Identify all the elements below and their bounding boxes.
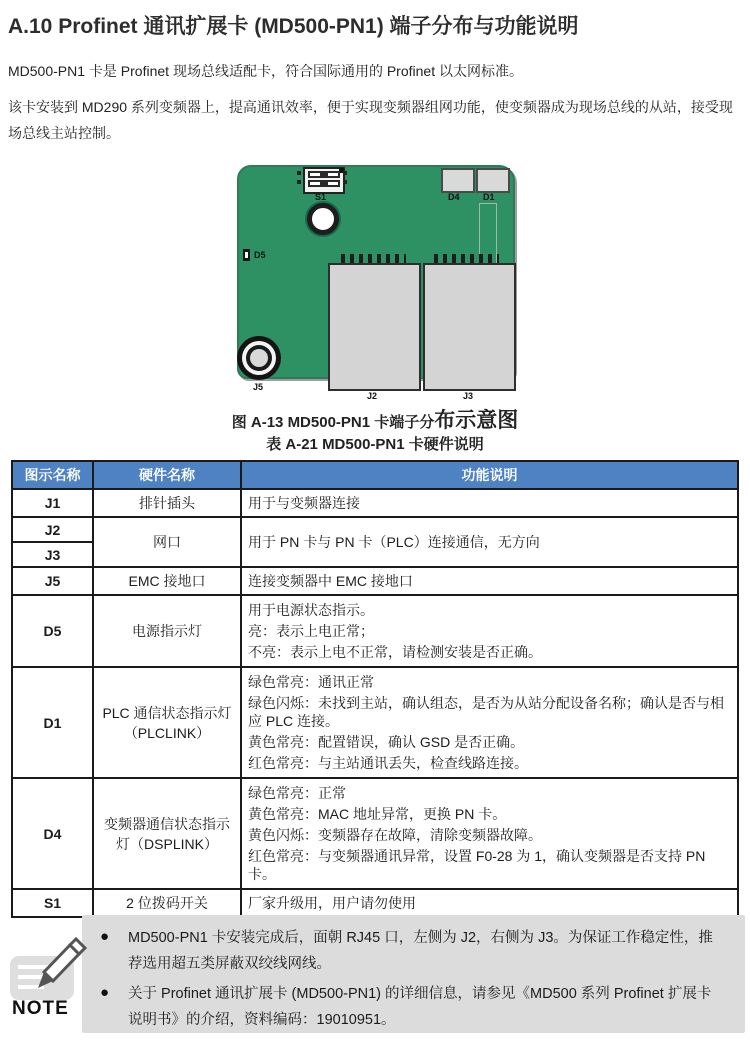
- note-text: MD500-PN1 卡安装完成后，面朝 RJ45 口，左侧为 J2，右侧为 J3。为保证工作稳定性，推荐选用超五类屏蔽双绞线网线。: [128, 930, 713, 972]
- label-s1: S1: [315, 192, 327, 202]
- dip-switch-pins-left: [297, 171, 301, 185]
- hw-line: 变频器通信状态指示: [104, 815, 230, 832]
- rj45-connector-j2: [328, 263, 421, 391]
- emc-ground-port-icon: [237, 336, 281, 380]
- note-item: [100, 981, 716, 1033]
- fn-line: 红色常亮：与主站通讯丢失，检查线路连接。: [248, 755, 528, 771]
- cell-hw: 2 位拨码开关: [93, 889, 241, 917]
- fn-line: 黄色常亮：配置错误，确认 GSD 是否正确。: [248, 734, 525, 750]
- led-d5-component: [243, 249, 250, 261]
- cell-id: D1: [12, 667, 93, 778]
- label-j2: J2: [367, 391, 378, 401]
- fn-line: 绿色常亮：正常: [248, 785, 346, 801]
- label-d4: D4: [448, 192, 460, 202]
- hw-line: 灯（DSPLINK）: [116, 835, 218, 852]
- led-d1-component: [476, 168, 510, 193]
- rj45-connector-j3: [423, 263, 516, 391]
- table-row: [12, 778, 738, 889]
- hw-line: （PLCLINK）: [123, 724, 211, 741]
- cell-id: D5: [12, 595, 93, 667]
- cell-id: J5: [12, 567, 93, 595]
- cell-hw: [93, 667, 241, 778]
- cell-id: J3: [12, 542, 93, 567]
- fn-line: 红色常亮：与变频器通讯异常，设置 F0-28 为 1，确认变频器是否支持 PN 卡。: [248, 848, 706, 882]
- figure-caption: [0, 404, 750, 434]
- label-d5: D5: [254, 250, 266, 260]
- hw-line: PLC 通信状态指示灯: [102, 704, 232, 721]
- col-header-hardware-name: 硬件名称: [93, 461, 241, 489]
- col-header-function: 功能说明: [241, 461, 738, 489]
- dip-switch-slot: [308, 180, 340, 187]
- bullet-icon: ●: [100, 984, 110, 1001]
- cell-hw: 网口: [93, 517, 241, 567]
- label-d1: D1: [483, 192, 495, 202]
- cell-id: J1: [12, 489, 93, 517]
- cell-fn: [241, 778, 738, 889]
- fn-line: 不亮：表示上电不正常，请检测安装是否正确。: [248, 644, 542, 660]
- fn-line: 用于电源状态指示。: [248, 602, 374, 618]
- cell-fn: 厂家升级用，用户请勿使用: [241, 889, 738, 917]
- fn-line: 黄色闪烁：变频器存在故障，清除变频器故障。: [248, 827, 542, 843]
- fn-line: 绿色常亮：通讯正常: [248, 674, 374, 690]
- note-text: 关于 Profinet 通讯扩展卡 (MD500-PN1) 的详细信息，请参见《MD500 系列 Profinet 扩展卡说明书》的介绍，资料编码：19010951。: [128, 986, 712, 1028]
- dip-switch-slot: [308, 171, 340, 178]
- table-row: [12, 667, 738, 778]
- pencil-icon: [28, 926, 90, 996]
- cell-fn: [241, 595, 738, 667]
- cell-hw: 电源指示灯: [93, 595, 241, 667]
- fn-line: 亮：表示上电正常；: [248, 623, 374, 639]
- connector-j3-pins: [434, 254, 499, 263]
- cell-fn: [241, 667, 738, 778]
- cell-hw: 排针插头: [93, 489, 241, 517]
- bullet-icon: ●: [100, 928, 110, 945]
- table-header-row: [12, 461, 738, 489]
- table-row: [12, 595, 738, 667]
- fn-line: 黄色常亮：MAC 地址异常，更换 PN 卡。: [248, 806, 507, 822]
- mounting-hole-icon: [307, 203, 339, 235]
- cell-id: S1: [12, 889, 93, 917]
- page-title: A.10 Profinet 通讯扩展卡 (MD500-PN1) 端子分布与功能说明: [8, 15, 579, 38]
- figure-caption-text-large: 布示意图: [434, 409, 519, 432]
- dip-switch-icon: [303, 167, 345, 194]
- dip-switch-pins-right: [343, 171, 347, 185]
- cell-id: J2: [12, 517, 93, 542]
- table-row: [12, 889, 738, 917]
- note-label: NOTE: [12, 998, 69, 1019]
- hardware-table: [11, 460, 739, 918]
- label-j5: J5: [253, 382, 264, 392]
- cell-fn: 连接变频器中 EMC 接地口: [241, 567, 738, 595]
- note-box: [82, 915, 745, 1033]
- cell-fn: 用于与变频器连接: [241, 489, 738, 517]
- intro-paragraph: MD500-PN1 卡是 Profinet 现场总线适配卡，符合国际通用的 Profinet 以太网标准。: [8, 63, 523, 79]
- pcb-figure: [237, 163, 515, 405]
- figure-caption-text: 图 A-13 MD500-PN1 卡端子分: [231, 414, 435, 431]
- cell-hw: [93, 778, 241, 889]
- label-j3: J3: [463, 391, 474, 401]
- table-row: [12, 567, 738, 595]
- table-row: [12, 489, 738, 517]
- col-header-diagram-name: 图示名称: [12, 461, 93, 489]
- note-item: [100, 925, 716, 977]
- table-caption: 表 A-21 MD500-PN1 卡硬件说明: [266, 436, 484, 453]
- cell-fn: 用于 PN 卡与 PN 卡（PLC）连接通信，无方向: [241, 517, 738, 567]
- led-d4-component: [441, 168, 475, 193]
- table-row: [12, 517, 738, 542]
- description-paragraph: 该卡安装到 MD290 系列变频器上，提高通讯效率，便于实现变频器组网功能，使变频器成为现场总线的从站，接受现场总线主站控制。: [8, 99, 733, 141]
- connector-j2-pins: [341, 254, 406, 263]
- cell-hw: EMC 接地口: [93, 567, 241, 595]
- cell-id: D4: [12, 778, 93, 889]
- fn-line: 绿色闪烁：未找到主站，确认组态，是否为从站分配设备名称；确认是否与相应 PLC 连接。: [248, 695, 724, 729]
